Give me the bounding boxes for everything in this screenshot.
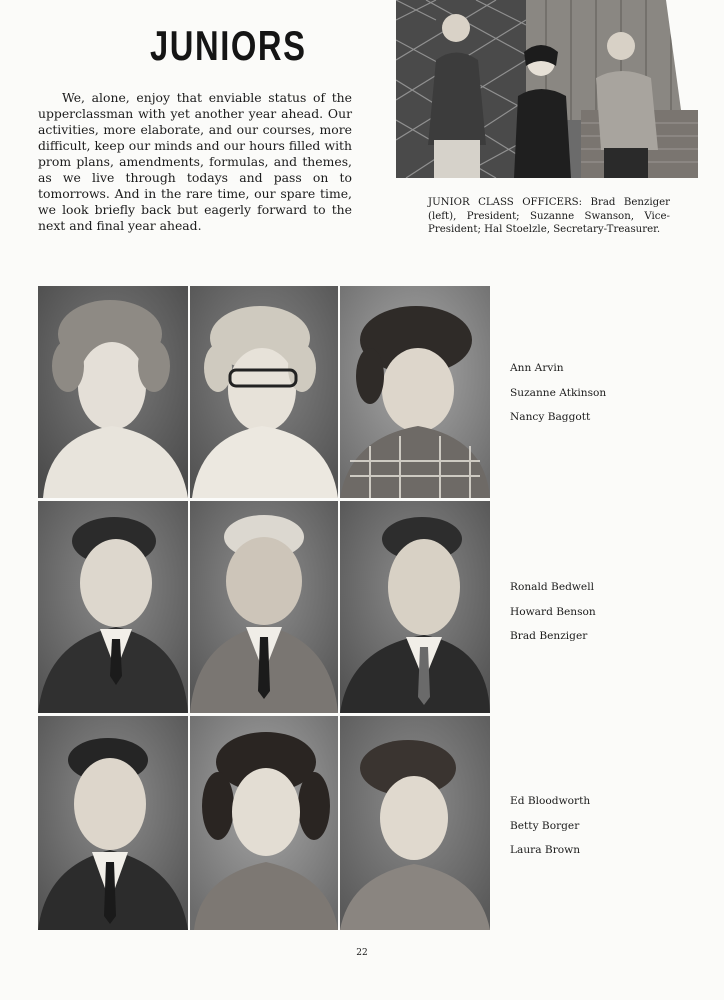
name-list-row-3 xyxy=(510,789,590,863)
student-name: Ed Bloodworth xyxy=(510,795,591,807)
portrait-laura-brown xyxy=(340,716,490,930)
name-list-row-1 xyxy=(510,356,606,430)
portrait-ronald-bedwell xyxy=(38,501,188,713)
officers-photo-image xyxy=(396,0,698,178)
student-name: Howard Benson xyxy=(510,605,596,618)
page-title: JUNIORS xyxy=(150,22,307,69)
officers-caption: JUNIOR CLASS OFFICERS: Brad Benziger (left), President; Suzanne Swanson, Vice-President; Hal Stoelzle, Secretary-Treasurer. xyxy=(428,197,670,235)
portrait-brad-benziger xyxy=(340,501,490,713)
student-name: Nancy Baggott xyxy=(510,411,591,423)
student-name: Suzanne Atkinson xyxy=(510,386,607,399)
portrait-ed-bloodworth xyxy=(38,716,188,930)
portrait-nancy-baggott xyxy=(340,286,490,498)
portrait-ann-arvin xyxy=(38,286,188,498)
student-name: Brad Benziger xyxy=(510,630,588,642)
name-list-row-2 xyxy=(510,575,596,649)
page-number: 22 xyxy=(356,948,368,958)
student-name: Laura Brown xyxy=(510,844,581,856)
officers-photo xyxy=(396,0,698,178)
student-name: Ronald Bedwell xyxy=(510,581,594,593)
intro-paragraph: We, alone, enjoy that enviable status of the upperclassman with yet another year ahead. Our activities, more elaborate, and our courses, more difficult, keep our minds and our hours filled with prom plans, amendments, formulas, and themes, as we live through todays and pass on to tomorrows. And in the rare time, our spare time, we look briefly back but eagerly forward to the next and final year ahead. xyxy=(38,90,352,233)
student-name: Betty Borger xyxy=(510,819,580,832)
portrait-betty-borger xyxy=(190,716,338,930)
student-name: Ann Arvin xyxy=(510,362,564,374)
portrait-howard-benson xyxy=(190,501,338,713)
portrait-suzanne-atkinson xyxy=(190,286,338,498)
